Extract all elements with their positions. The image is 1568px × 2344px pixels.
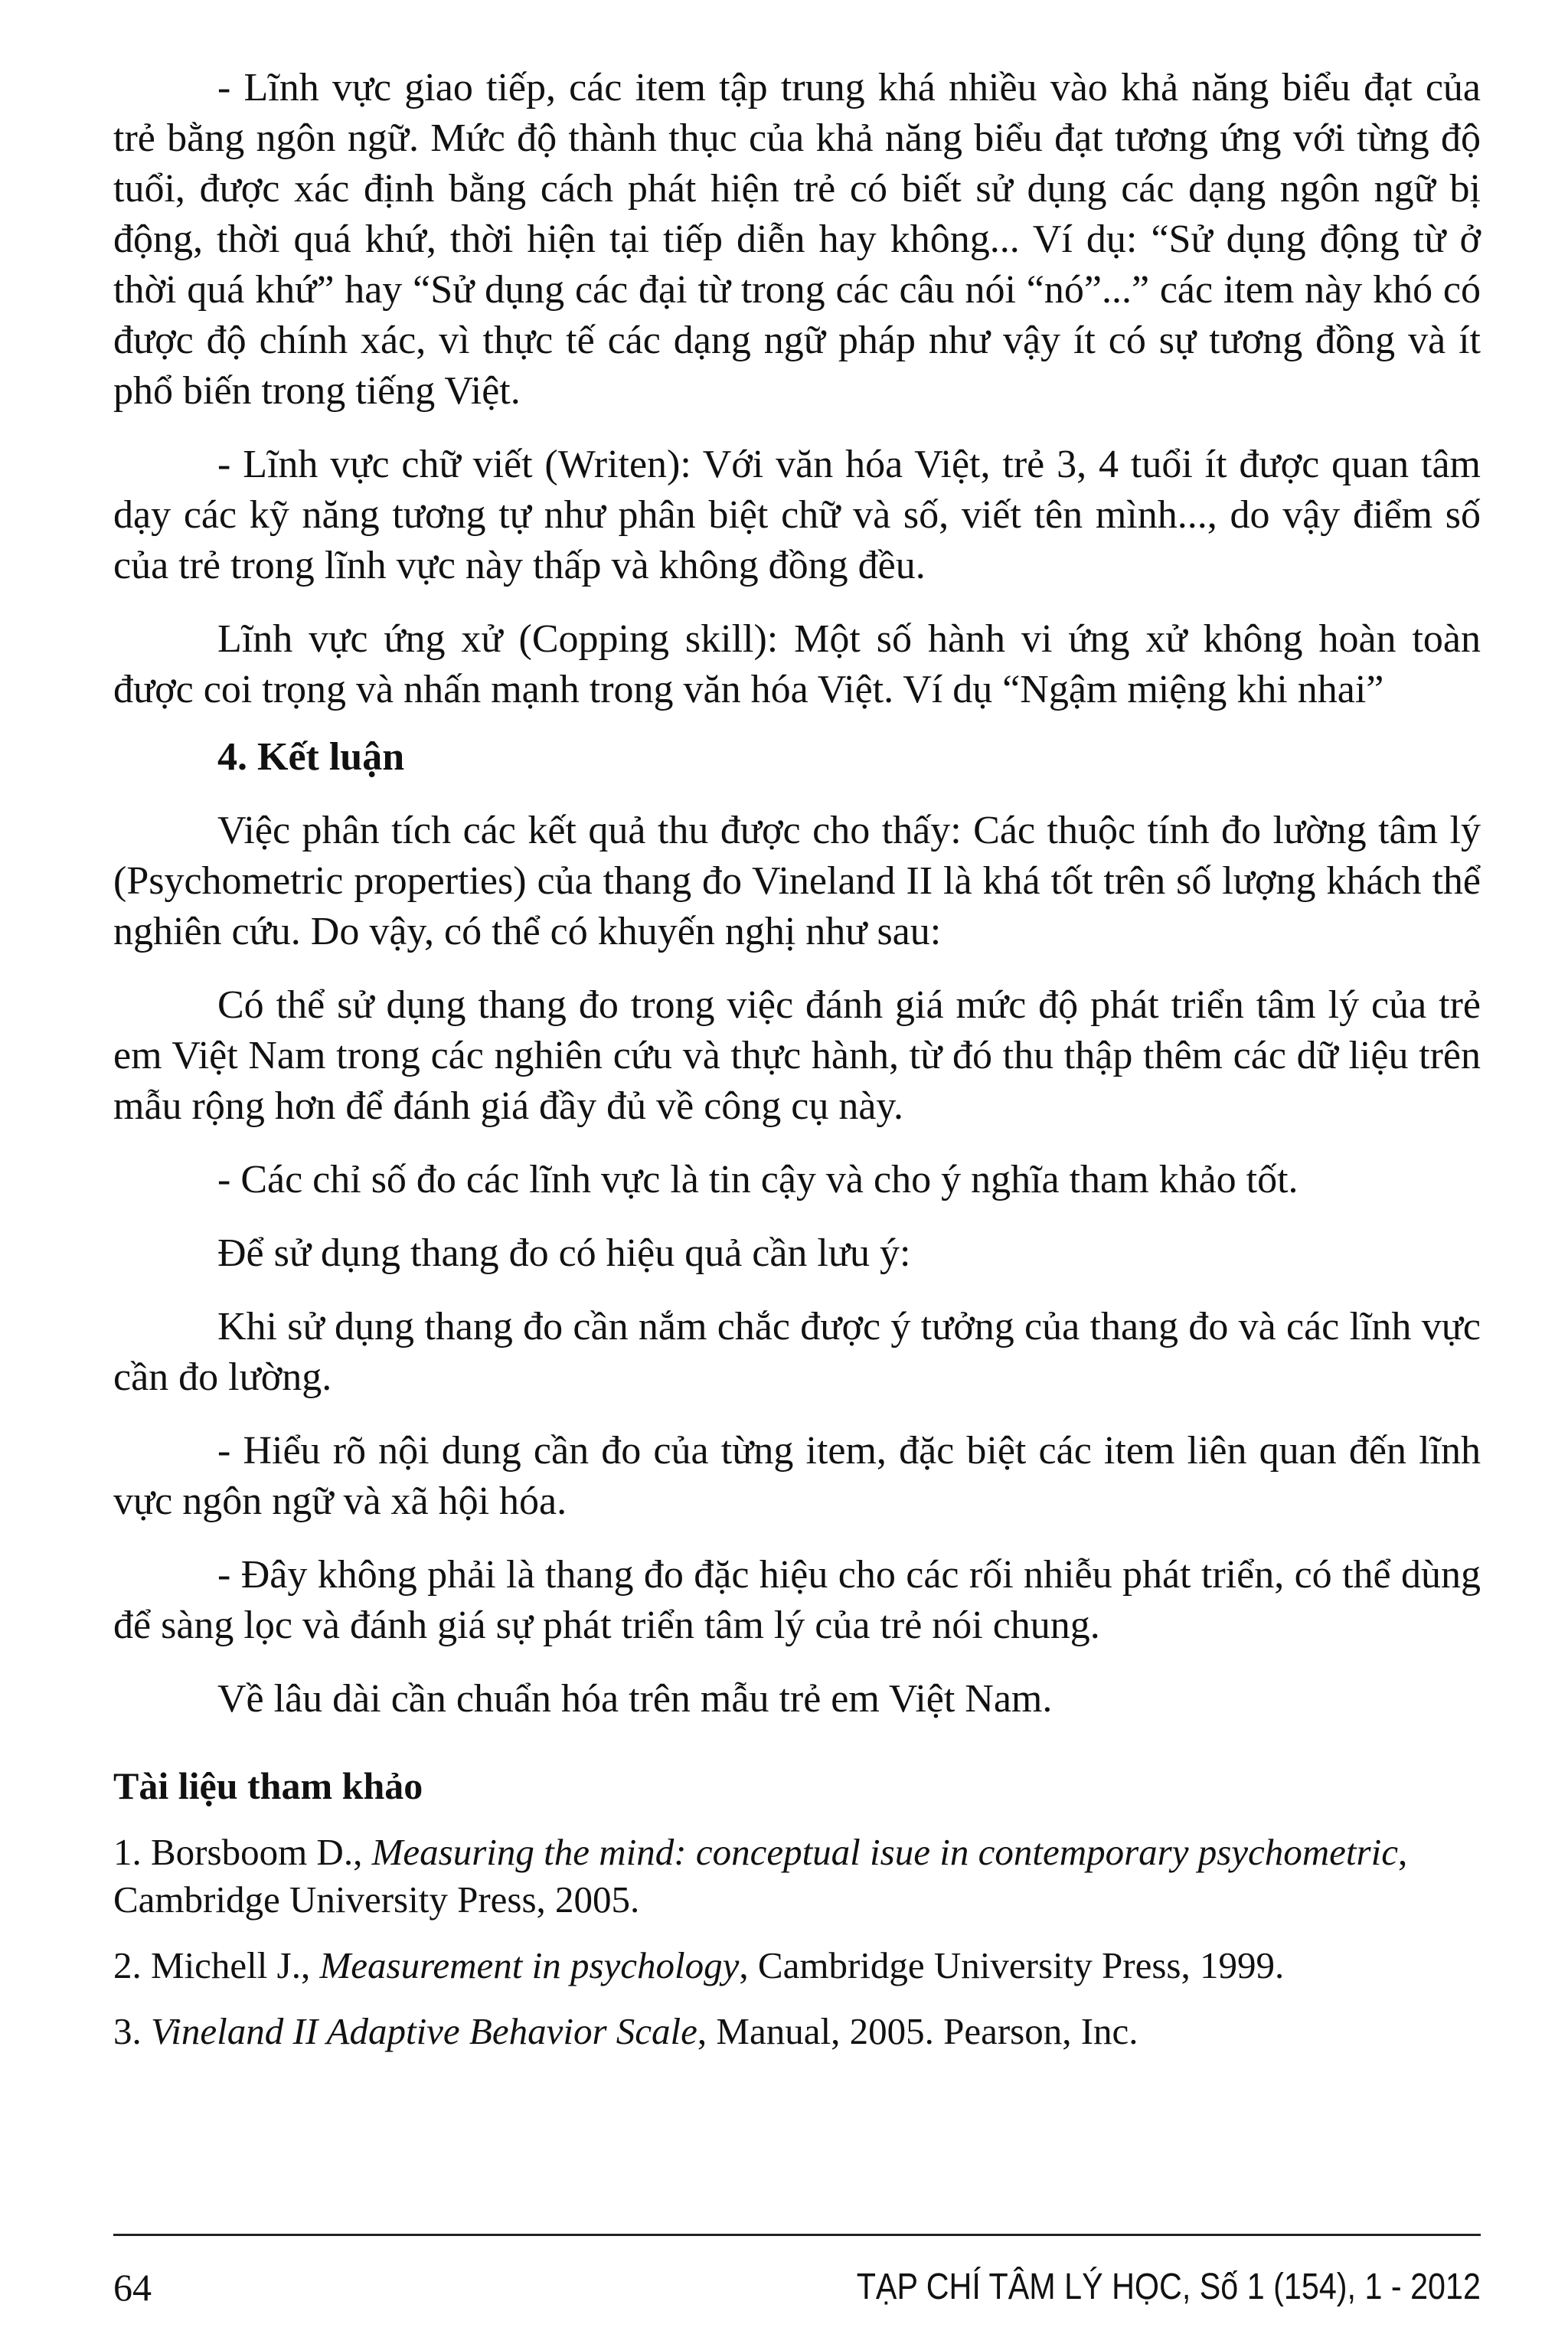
conclusion-paragraph: Để sử dụng thang đo có hiệu quả cần lưu ý:	[217, 1231, 911, 1275]
conclusion-paragraph: - Hiểu rõ nội dung cần đo của từng item, đặc biệt các item liên quan đến lĩnh vực ngôn ngữ và xã hội hóa.	[113, 1429, 1481, 1523]
reference-item: 2. Michell J., Measurement in psychology, Cambridge University Press, 1999.	[113, 1944, 1285, 1986]
reference-title: Measurement in psychology	[319, 1944, 740, 1986]
journal-title: TẠP CHÍ TÂM LÝ HỌC, Số 1 (154), 1 - 2012	[856, 2267, 1481, 2307]
footer-divider	[113, 2234, 1481, 2236]
references-heading: Tài liệu tham khảo	[113, 1764, 423, 1807]
page-footer	[113, 2263, 1481, 2316]
paragraph-coping: Lĩnh vực ứng xử (Copping skill): Một số hành vi ứng xử không hoàn toàn được coi trọng và nhấn mạnh trong văn hóa Việt. Ví dụ “Ngậm miệng khi nhai”	[113, 617, 1481, 711]
section-heading-conclusion: 4. Kết luận	[217, 735, 405, 779]
references-section	[113, 1761, 1481, 2074]
reference-item: 3. Vineland II Adaptive Behavior Scale, Manual, 2005. Pearson, Inc.	[113, 2010, 1138, 2052]
conclusion-paragraph: - Các chỉ số đo các lĩnh vực là tin cậy và cho ý nghĩa tham khảo tốt.	[217, 1158, 1298, 1201]
page-number: 64	[113, 2266, 152, 2309]
conclusion-paragraph: Về lâu dài cần chuẩn hóa trên mẫu trẻ em Việt Nam.	[217, 1677, 1053, 1721]
conclusion-paragraph: - Đây không phải là thang đo đặc hiệu cho các rối nhiễu phát triển, có thể dùng để sàng lọc và đánh giá sự phát triển tâm lý của trẻ nói chung.	[113, 1553, 1481, 1647]
reference-title: Vineland II Adaptive Behavior Scale	[151, 2010, 697, 2052]
paragraph-writing: - Lĩnh vực chữ viết (Writen): Với văn hóa Việt, trẻ 3, 4 tuổi ít được quan tâm dạy các kỹ năng tương tự như phân biệt chữ và số, viết tên mình..., do vậy điểm số của trẻ trong lĩnh vực này thấp và không đồng đều.	[113, 443, 1481, 587]
conclusion-paragraph: Có thể sử dụng thang đo trong việc đánh giá mức độ phát triển tâm lý của trẻ em Việt Nam trong các nghiên cứu và thực hành, từ đó thu thập thêm các dữ liệu trên mẫu rộng hơn để đánh giá đầy đủ về công cụ này.	[113, 983, 1481, 1128]
body-text	[113, 63, 1481, 1724]
reference-title: Measuring the mind: conceptual isue in contemporary psychometric	[371, 1831, 1398, 1873]
reference-item: 1. Borsboom D., Measuring the mind: conceptual isue in contemporary psychometric, Cambridge University Press, 2005.	[113, 1831, 1408, 1921]
paragraph-communication: - Lĩnh vực giao tiếp, các item tập trung khá nhiều vào khả năng biểu đạt của trẻ bằng ngôn ngữ. Mức độ thành thục của khả năng biểu đạt tương ứng với từng độ tuổi, được xác định bằng cách phát hiện trẻ có biết sử dụng các dạng ngôn ngữ bị động, thời quá khứ, thời hiện tại tiếp diễn hay không... Ví dụ: “Sử dụng động từ ở thời quá khứ” hay “Sử dụng các đại từ trong các câu nói “nó”...” các item này khó có được độ chính xác, vì thực tế các dạng ngữ pháp như vậy ít có sự tương đồng và ít phổ biến trong tiếng Việt.	[113, 66, 1481, 413]
conclusion-paragraph: Việc phân tích các kết quả thu được cho thấy: Các thuộc tính đo lường tâm lý (Psychometric properties) của thang đo Vineland II là khá tốt trên số lượng khách thể nghiên cứu. Do vậy, có thể có khuyến nghị như sau:	[113, 809, 1481, 953]
conclusion-paragraph: Khi sử dụng thang đo cần nắm chắc được ý tưởng của thang đo và các lĩnh vực cần đo lường.	[113, 1305, 1481, 1399]
